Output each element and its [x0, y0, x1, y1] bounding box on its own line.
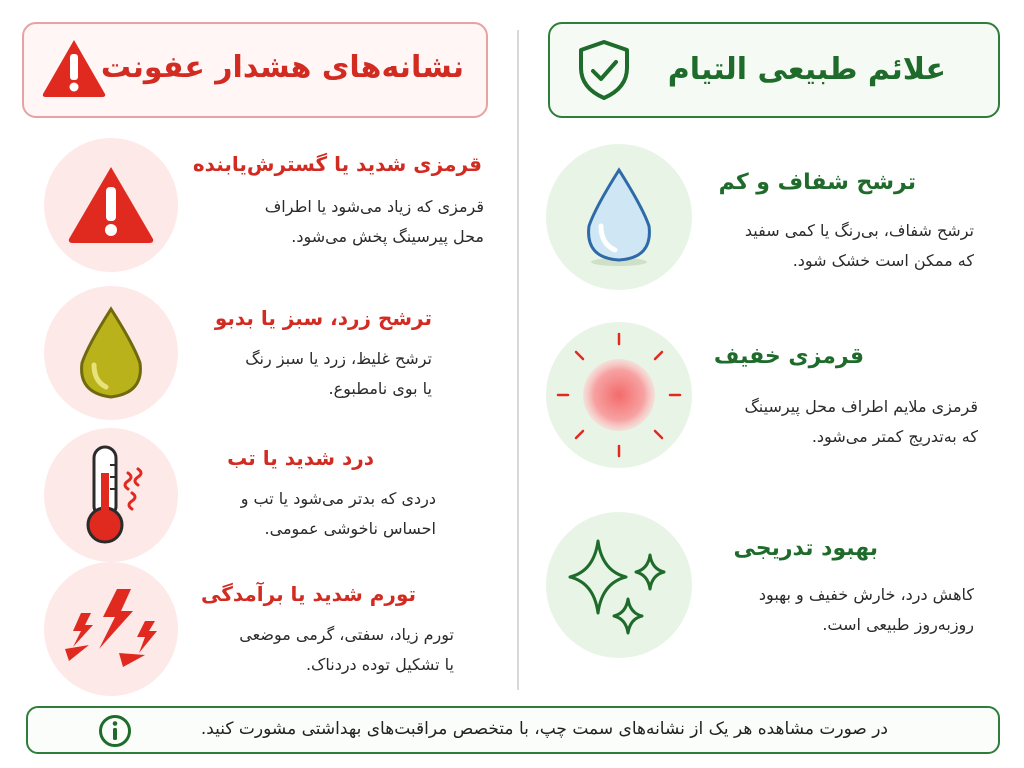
footer-text: در صورت مشاهده هر یک از نشانه‌های سمت چپ، با متخصص مراقبت‌های بهداشتی مشورت کنید.	[200, 719, 888, 739]
healing-header	[548, 22, 1000, 118]
mild-redness-icon	[546, 322, 692, 468]
warning-item-2-icon-circle	[44, 286, 178, 420]
healing-item-2-desc	[708, 392, 978, 452]
column-divider	[517, 30, 519, 690]
healing-item-3-icon-circle	[546, 512, 692, 658]
warning-item-2-desc	[162, 344, 432, 404]
clear-drop-icon	[583, 166, 655, 268]
sparkles-icon	[564, 527, 674, 643]
warning-item-1-icon-circle	[44, 138, 178, 272]
warning-item-1-line-2: محل پیرسینگ پخش می‌شود.	[291, 227, 484, 246]
yellow-drop-icon	[76, 305, 146, 401]
healing-item-3-title: بهبود تدریجی	[733, 536, 878, 561]
shield-check-icon	[576, 38, 632, 102]
healing-item-1-desc	[704, 216, 974, 276]
healing-item-2-line-1: قرمزی ملایم اطراف محل پیرسینگ	[744, 397, 978, 416]
warning-item-4-desc	[184, 620, 454, 680]
warning-item-1-line-1: قرمزی که زیاد می‌شود یا اطراف	[264, 197, 484, 216]
footer-notice	[26, 706, 1000, 754]
warning-item-3-desc	[166, 484, 436, 544]
warning-item-3-line-1: دردی که بدتر می‌شود یا تب و	[240, 489, 436, 508]
warning-item-4-icon-circle	[44, 562, 178, 696]
warning-item-2-line-2: یا بوی نامطبوع.	[328, 379, 432, 398]
warning-item-3-line-2: احساس ناخوشی عمومی.	[264, 519, 436, 538]
healing-item-1-icon-circle	[546, 144, 692, 290]
warning-item-1-desc	[214, 192, 484, 252]
healing-item-3-desc	[704, 580, 974, 640]
warning-triangle-icon	[65, 163, 157, 247]
warning-item-3-icon-circle	[44, 428, 178, 562]
warning-item-4-line-1: تورم زیاد، سفتی، گرمی موضعی	[239, 625, 454, 644]
healing-item-1-line-1: ترشح شفاف، بی‌رنگ یا کمی سفید	[744, 221, 974, 240]
warning-title: نشانه‌های هشدار عفونت	[100, 50, 464, 85]
warning-item-2-title: ترشح زرد، سبز یا بدبو	[214, 306, 432, 330]
healing-item-2-title: قرمزی خفیف	[713, 344, 864, 369]
warning-item-4-line-2: یا تشکیل توده دردناک.	[305, 655, 454, 674]
warning-item-2-line-1: ترشح غلیظ، زرد یا سبز رنگ	[245, 349, 432, 368]
info-icon	[98, 714, 132, 748]
thermometer-icon	[66, 443, 156, 547]
lightning-pain-icon	[59, 587, 163, 671]
healing-item-1-line-2: که ممکن است خشک شود.	[792, 251, 974, 270]
healing-item-3-line-1: کاهش درد، خارش خفیف و بهبود	[758, 585, 974, 604]
warning-item-4-title: تورم شدید یا برآمدگی	[200, 582, 416, 606]
healing-item-2-line-2: که به‌تدریج کمتر می‌شود.	[811, 427, 978, 446]
warning-triangle-icon	[40, 36, 108, 100]
warning-header	[22, 22, 488, 118]
healing-title: علائم طبیعی التیام	[667, 52, 946, 87]
warning-item-1-title: قرمزی شدید یا گسترش‌یابنده	[192, 152, 482, 176]
healing-item-2-icon-circle	[546, 322, 692, 468]
healing-item-3-line-2: روزبه‌روز طبیعی است.	[822, 615, 974, 634]
healing-item-1-title: ترشح شفاف و کم	[718, 170, 916, 195]
warning-item-3-title: درد شدید یا تب	[227, 446, 374, 470]
